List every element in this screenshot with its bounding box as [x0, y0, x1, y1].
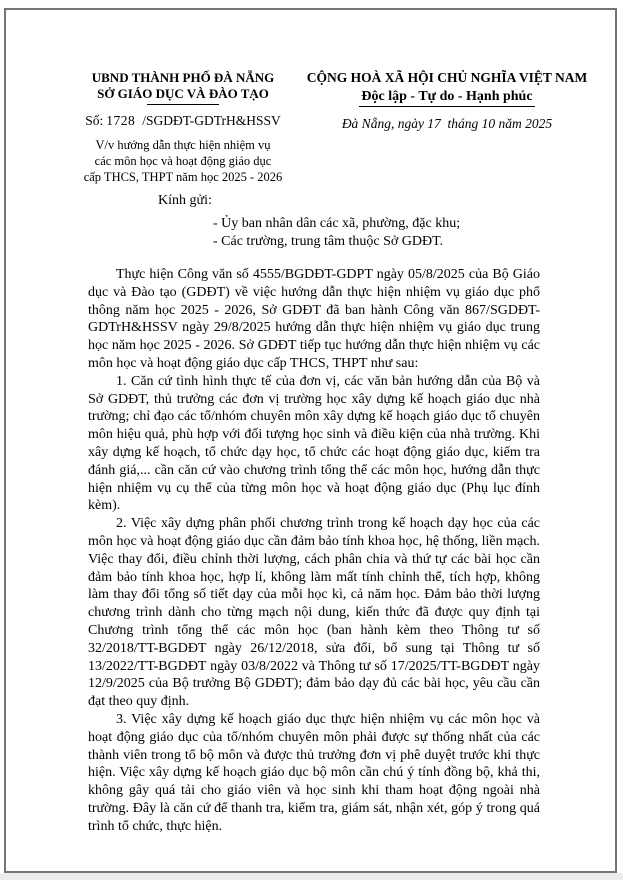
- document-page: [4, 8, 617, 873]
- national-title: CỘNG HOÀ XÃ HỘI CHỦ NGHĨA VIỆT NAM: [306, 70, 588, 85]
- salutation-block: [88, 192, 540, 251]
- issuer-block: [28, 70, 338, 185]
- subject-line-1: V/v hướng dẫn thực hiện nhiệm vụ: [95, 138, 271, 152]
- document-body: [88, 266, 540, 836]
- document-number-value: 1728: [106, 113, 136, 128]
- body-paragraph-2: 2. Việc xây dựng phân phối chương trình trong kế hoạch dạy học của các môn học và hoạt động giáo dục cần đảm bảo tính khoa học, hệ thống, liền mạch. Việc thay đổi, điều chỉnh thời lượng, cách phân chia và thứ tự các bài học cần đảm bảo tính khoa học, hợp lí, không làm mất tính chỉnh thể, tích hợp, không làm thay đổi tổng số tiết dạy của mỗi học kì, cả năm học. Đảm bảo thời lượng chương trình dành cho từng mạch nội dung, kiến thức đã được quy định tại Chương trình tổng thể các môn học (ban hành kèm theo Thông tư số 32/2018/TT-BGDĐT ngày 26/12/2018, sửa đổi, bổ sung tại Thông tư số 13/2022/TT-BGDĐT ngày 03/8/2022 và Thông tư số 17/2025/TT-BGDĐT ngày 12/9/2025 của Bộ trưởng Bộ GDĐT); đảm bảo dạy đủ các bài học, yêu cầu cần đạt theo quy định.: [88, 516, 540, 710]
- national-header-block: [302, 70, 592, 132]
- issuer-underline-divider: [147, 104, 219, 105]
- subject-line-2: các môn học và hoạt động giáo dục: [94, 154, 272, 168]
- national-motto-wrap: [302, 87, 592, 107]
- body-paragraph-3: 3. Việc xây dựng kế hoạch giáo dục thực hiện nhiệm vụ các môn học và hoạt động giáo dục của tổ/nhóm chuyên môn phải được sự thống nhất của các thành viên trong tổ bộ môn và được thủ trưởng đơn vị phê duyệt trước khi thực hiện. Việc xây dựng kế hoạch giáo dục bộ môn cần chú ý tính đồng bộ, khả thi, không gây quá tải cho giáo viên và học sinh khi tham hoạt động ngoài nhà trường. Đây là căn cứ để thanh tra, kiểm tra, giám sát, nhận xét, góp ý trong quá trình tổ chức, thực hiện.: [88, 711, 540, 834]
- salutation-label: Kính gửi:: [158, 193, 212, 208]
- recipient-item: - Các trường, trung tâm thuộc Sở GDĐT.: [213, 234, 444, 249]
- document-content: [6, 192, 540, 836]
- recipient-item: - Ủy ban nhân dân các xã, phường, đặc khu;: [213, 216, 461, 231]
- document-header: [6, 70, 615, 190]
- body-paragraph-1: 1. Căn cứ tình hình thực tế của đơn vị, các văn bản hướng dẫn của Bộ và Sở GDĐT, thủ trưởng các đơn vị trường học xây dựng kế hoạch giáo dục nhà trường; chỉ đạo các tổ/nhóm chuyên môn xây dựng kế hoạch giáo dục tổ chuyên môn hiệu quả, phù hợp với đối tượng học sinh và điều kiện của nhà trường. Khi xây dựng kế hoạch, tổ chức dạy học, tổ chức các hoạt động giáo dục, kiểm tra đánh giá,... cần căn cứ vào chương trình tổng thể các môn học, hướng dẫn thực hiện nhiệm vụ cụ thể của từng môn học và hoạt động giáo dục (Phụ lục đính kèm).: [88, 373, 540, 514]
- issuer-org-name: SỞ GIÁO DỤC VÀ ĐÀO TẠO: [97, 86, 269, 101]
- body-paragraph-intro: Thực hiện Công văn số 4555/BGDĐT-GDPT ngày 05/8/2025 của Bộ Giáo dục và Đào tạo (GDĐT) về việc hướng dẫn thực hiện nhiệm vụ giáo dục phổ thông năm học 2025 - 2026, Sở GDĐT đã ban hành Công văn 867/SGDĐT-GDTrH&HSSV ngày 29/8/2025 hướng dẫn thực hiện nhiệm vụ giáo dục trung học năm học 2025 - 2026. Sở GDĐT tiếp tục hướng dẫn thực hiện nhiệm vụ các môn học và hoạt động giáo dục cấp THCS, THPT như sau:: [88, 267, 540, 371]
- subject-line-3: cấp THCS, THPT năm học 2025 - 2026: [83, 170, 283, 184]
- document-number: [28, 112, 338, 129]
- viewer-bottom-strip: [0, 873, 623, 880]
- document-number-label: Số:: [85, 113, 104, 128]
- document-subject: [28, 137, 338, 185]
- recipient-list: [213, 215, 540, 251]
- national-motto: Độc lập - Tự do - Hạnh phúc: [359, 88, 534, 107]
- issuer-parent-org: UBND THÀNH PHỐ ĐÀ NẴNG: [91, 70, 275, 85]
- place-and-date: Đà Nẵng, ngày 17 tháng 10 năm 2025: [341, 116, 553, 131]
- document-number-symbol: /SGDĐT-GDTrH&HSSV: [142, 113, 281, 128]
